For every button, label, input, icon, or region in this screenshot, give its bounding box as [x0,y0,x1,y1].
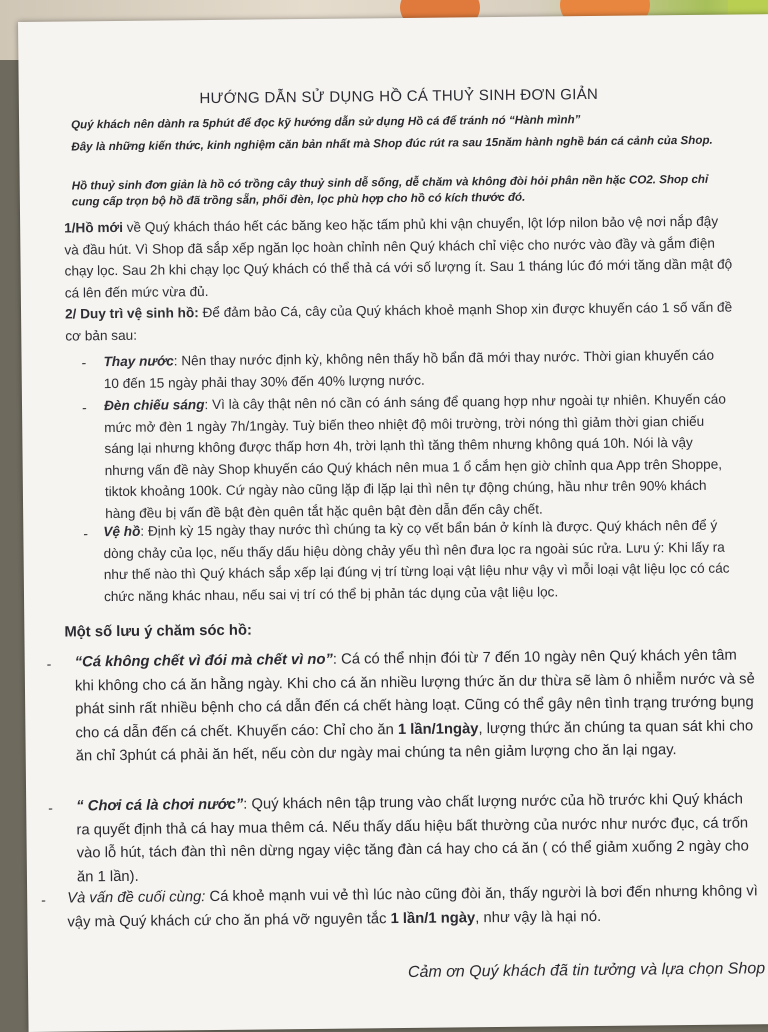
bullet-water-change-text: : Nên thay nước định kỳ, không nên thấy hồ bẩn đã mới thay nước. Thời gian khuyến cáo 10 đến 15 ngày phải thay 30% đến 40% lượng nước. [103,347,715,391]
bullet-tank-cleaning [103,515,734,608]
document-title: HƯỚNG DẪN SỬ DỤNG HỒ CÁ THUỶ SINH ĐƠN GIẢN [199,85,599,108]
closing-thanks: Cảm ơn Quý khách đã tin tưởng và lựa chọn Shop [407,960,766,981]
bullet-dash: - [81,354,87,371]
note-final-text-b: , như vậy là hại nó. [475,908,602,926]
bullet-lighting-text: : Vì là cây thật nên nó cần có ánh sáng để quang hợp như ngoài tự nhiên. Khuyến cáo mức mở đèn 1 ngày 7h/1ngày. Tuỳ biến theo nhiệt độ môi trường, trời nóng thì giảm thời gian chiếu sáng lại nhưng không được thấp hơn 4h, trời lạnh thì tăng thêm nhưng không quá 10h. Nói là vậy nhưng vấn đề này Shop khuyến cáo Quý khách nên mua 1 ổ cắm hẹn giờ chỉnh qua App trên Shoppe, tiktok khoảng 100k. Cứ ngày nào cũng lặp đi lặp lại thì nên tự động chúng, hầu như trên 90% khách hàng đều bị vấn đề bật đèn quên tắt hặc quên bật đèn dẫn đến cây chết. [104,391,726,521]
note-water-quality [76,788,757,889]
bullet-lighting [104,389,729,525]
section-new-tank-lead: 1/Hồ mới [64,219,124,236]
notes-heading: Một số lưu ý chăm sóc hồ: [64,622,252,641]
note-dash: - [46,655,52,672]
section-maintenance [65,296,737,346]
printed-sheet [18,14,768,1032]
intro-line-3: Hồ thuỷ sinh đơn giản là hồ có trồng cây thuỷ sinh dễ sống, dễ chăm và không đòi hỏi phân nền hặc CO2. Shop chỉ cung cấp trọn bộ hồ đã trồng sẵn, phối đèn, lọc phù hợp cho hồ có kích thước đó. [71,172,709,209]
section-maintenance-text: Để đảm bảo Cá, cây của Quý khách khoẻ mạnh Shop xin được khuyến cáo 1 số vấn đề cơ bản sau: [65,299,733,344]
note-feeding-rule: 1 lần/1ngày [397,720,479,738]
note-final-rule: 1 lần/1 ngày [390,909,476,927]
section-maintenance-lead: 2/ Duy trì vệ sinh hồ: [64,305,199,322]
note-final-text-a: Cá khoẻ mạnh vui vẻ thì lúc nào cũng đòi ăn, thấy người là bơi đến nhưng không vì vậy mà Quý khách cứ cho ăn phá vỡ nguyên tắc [67,883,758,931]
bullet-tank-cleaning-text: : Định kỳ 15 ngày thay nước thì chúng ta kỳ cọ vết bẩn bán ở kính là được. Quý khách nên để ý dòng chảy của lọc, nếu thấy dấu hiệu dòng chảy yếu thì nên đưa lọc ra ngoài súc rửa. Lưu ý: Khi lấy ra như thế nào thì Quý khách sắp xếp lại đúng vị trí từng loại vật liệu như vậy vì mỗi loại vật liệu lọc có các chức năng khác nhau, nếu sai vị trí có thể bị phản tác dụng của vật liệu lọc. [103,517,730,604]
note-feeding-text-b: , lượng thức ăn chúng ta quan sát khi cho ăn chỉ 3phút cá phải ăn hết, nếu còn dư ngày mai chúng ta nên giảm lượng cho ăn lại ngay. [75,717,754,765]
note-dash: - [48,799,53,816]
note-water-quality-text: : Quý khách nên tập trung vào chất lượng nước của hồ trước khi Quý khách ra quyết định thả cá hay mua thêm cá. Nếu thấy dấu hiệu bất thường của nước như nước đục, cá trốn vào lỗ hút, tách đàn thì nên dừng ngay việc tăng đàn cá hay cho cá ăn ( có thể giảm xuống 2 ngày cho ăn 1 lần). [76,791,749,885]
note-feeding-text-a: : Cá có thể nhịn đói từ 7 đến 10 ngày nên Quý khách yên tâm khi không cho cá ăn hằng ngày. Khi cho cá ăn nhiều lượng thức ăn dư thừa sẽ làm ô nhiễm nước và sẻ phát sinh rất nhiều bệnh cho cá dẫn đến cá chết hàng loạt. Cũng có thể gây nên tình trạng trướng bụng cho cá dẫn đến cá chết. Khuyến cáo: Chỉ cho ăn [74,647,755,741]
note-feeding-lead: “Cá không chết vì đói mà chết vì no” [74,651,333,671]
note-dash: - [41,891,46,908]
note-feeding [75,644,756,769]
intro-line-2: Đây là những kiến thức, kinh nghiệm căn bản nhất mà Shop đúc rút ra sau 15năm hành nghề bán cá cảnh của Shop. [71,133,713,154]
bullet-water-change-lead: Thay nước [103,353,174,370]
bullet-lighting-lead: Đèn chiếu sáng [103,397,205,414]
bullet-dash: - [83,525,89,542]
bullet-tank-cleaning-lead: Vệ hồ [103,523,141,540]
note-final [67,880,767,934]
intro-line-1: Quý khách nên dành ra 5phút để đọc kỹ hướng dẫn sử dụng Hồ cá để tránh nó “Hành mình” [71,113,581,132]
section-new-tank [64,210,737,303]
note-water-quality-lead: “ Chơi cá là chơi nước” [76,796,244,815]
bullet-water-change [103,345,723,394]
bullet-dash: - [81,399,87,416]
section-new-tank-text: về Quý khách tháo hết các băng keo hặc tấm phủ khi vận chuyển, lột lớp nilon bảo vệ nơi nắp đậy và đầu hút. Vì Shop đã sắp xếp ngăn lọc hoàn chỉnh nên Quý khách chỉ việc cho nước vào đầy và gắm điện chạy lọc. Sau 2h khi chạy lọc Quý khách có thể thả cá với số lượng ít. Sau 1 tháng lúc đó mới tăng dần mật độ cá lên đến mức vừa đủ. [64,213,733,301]
note-final-lead: Và vấn đề cuối cùng: [67,889,206,907]
